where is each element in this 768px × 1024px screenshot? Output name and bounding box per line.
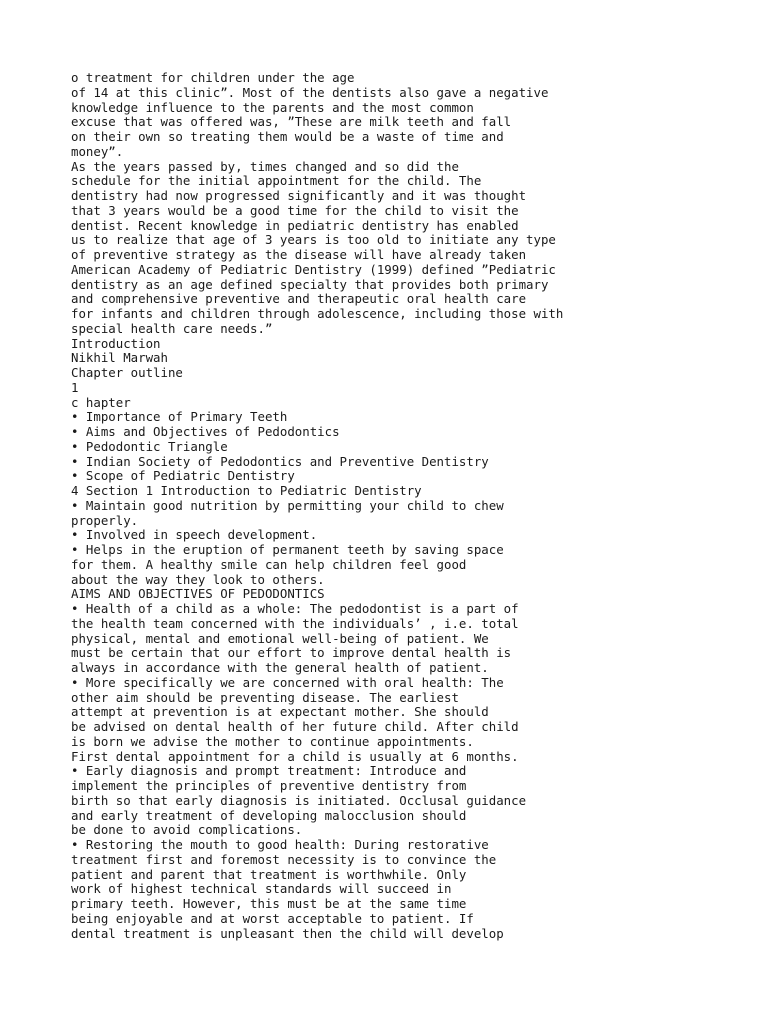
text-line: is born we advise the mother to continue appointments. — [71, 733, 474, 749]
text-line: properly. — [71, 512, 139, 528]
text-line: us to realize that age of 3 years is too old to initiate any type — [71, 232, 556, 248]
text-line: • Restoring the mouth to good health: During restorative — [71, 837, 489, 852]
text-line: • Involved in speech development. — [71, 527, 318, 543]
text-line: and comprehensive preventive and therapeutic oral health care — [71, 291, 527, 307]
text-line: excuse that was offered was, ”These are milk teeth and fall — [71, 114, 512, 130]
text-line: of preventive strategy as the disease will have already taken — [71, 247, 527, 262]
text-line: • Aims and Objectives of Pedodontics — [71, 424, 340, 439]
text-line: special health care needs.” — [71, 320, 273, 336]
text-line: Nikhil Marwah — [71, 350, 168, 366]
text-line: • Health of a child as a whole: The pedodontist is a part of — [71, 601, 519, 616]
text-line: physical, mental and emotional well-being of patient. We — [71, 630, 489, 646]
text-line: work of highest technical standards will succeed in — [71, 881, 452, 897]
text-line: First dental appointment for a child is usually at 6 months. — [71, 748, 519, 764]
text-line: treatment first and foremost necessity is to convince the — [71, 851, 497, 867]
text-line: 1 — [71, 379, 79, 395]
text-line: be done to avoid complications. — [71, 822, 303, 838]
text-line: Introduction — [71, 335, 161, 351]
text-line: AIMS AND OBJECTIVES OF PEDODONTICS — [71, 586, 325, 602]
text-line: money”. — [71, 143, 124, 159]
text-line: for infants and children through adolescence, including those with — [71, 306, 564, 321]
text-line: • Helps in the eruption of permanent teeth by saving space — [71, 542, 504, 557]
text-line: American Academy of Pediatric Dentistry (1999) defined ”Pediatric — [71, 261, 556, 277]
text-line: implement the principles of preventive dentistry from — [71, 778, 467, 793]
text-line: be advised on dental health of her future child. After child — [71, 719, 519, 734]
text-line: birth so that early diagnosis is initiated. Occlusal guidance — [71, 792, 527, 808]
text-line: knowledge influence to the parents and the most common — [71, 99, 474, 115]
text-line: always in accordance with the general health of patient. — [71, 660, 489, 675]
text-line: 4 Section 1 Introduction to Pediatric Dentistry — [71, 483, 422, 498]
text-line: about the way they look to others. — [71, 571, 325, 587]
text-line: • Scope of Pediatric Dentistry — [71, 468, 295, 484]
text-line: Chapter outline — [71, 365, 183, 380]
text-line: • Maintain good nutrition by permitting your child to chew — [71, 497, 504, 513]
text-line: • Indian Society of Pedodontics and Preventive Dentistry — [71, 453, 489, 469]
text-line: dentist. Recent knowledge in pediatric dentistry has enabled — [71, 217, 519, 233]
text-line: • Importance of Primary Teeth — [71, 409, 288, 425]
text-line: the health team concerned with the individuals’ , i.e. total — [71, 615, 519, 631]
text-line: o treatment for children under the age — [71, 70, 355, 85]
text-line: primary teeth. However, this must be at the same time — [71, 896, 467, 911]
text-line: dentistry as an age defined specialty that provides both primary — [71, 276, 549, 292]
text-line: of 14 at this clinic”. Most of the dentists also gave a negative — [71, 84, 549, 100]
text-line: dentistry had now progressed significantly and it was thought — [71, 188, 527, 203]
text-line: dental treatment is unpleasant then the child will develop — [71, 925, 504, 941]
text-line: must be certain that our effort to improve dental health is — [71, 645, 512, 661]
text-line: • More specifically we are concerned with oral health: The — [71, 674, 504, 690]
text-line: c hapter — [71, 394, 131, 410]
text-line: • Pedodontic Triangle — [71, 438, 228, 454]
text-line: for them. A healthy smile can help children feel good — [71, 556, 467, 572]
text-line: • Early diagnosis and prompt treatment: Introduce and — [71, 763, 467, 779]
text-line: on their own so treating them would be a waste of time and — [71, 129, 504, 144]
text-line: schedule for the initial appointment for the child. The — [71, 173, 482, 189]
text-line: and early treatment of developing malocclusion should — [71, 807, 467, 823]
document-page — [71, 71, 751, 941]
text-line: As the years passed by, times changed and so did the — [71, 158, 459, 174]
text-line: patient and parent that treatment is worthwhile. Only — [71, 866, 467, 882]
text-line: attempt at prevention is at expectant mother. She should — [71, 704, 489, 720]
text-line: being enjoyable and at worst acceptable to patient. If — [71, 910, 474, 926]
text-line: that 3 years would be a good time for the child to visit the — [71, 202, 519, 218]
text-line: other aim should be preventing disease. The earliest — [71, 689, 459, 705]
